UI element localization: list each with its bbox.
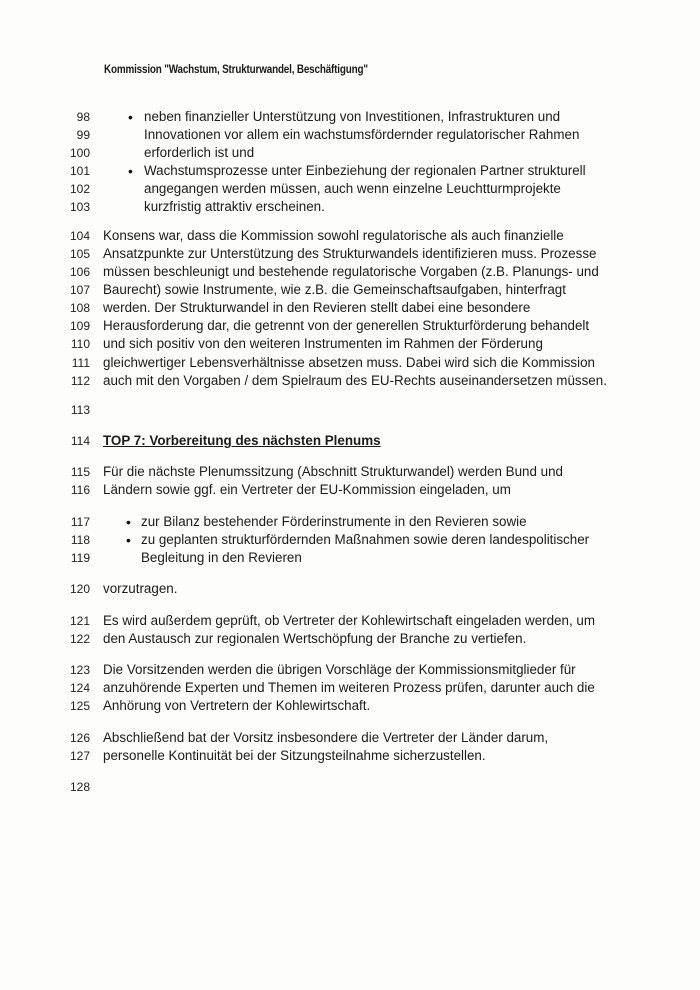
bullet-marker: • bbox=[128, 163, 133, 179]
line-number: 128 bbox=[69, 780, 90, 794]
line-number: 113 bbox=[70, 403, 90, 417]
text-line: Die Vorsitzenden werden die übrigen Vorschläge der Kommissionsmitglieder für bbox=[103, 662, 576, 677]
text-line: Ansatzpunkte zur Unterstützung des Strukturwandels identifizieren muss. Prozesse bbox=[103, 246, 597, 261]
line-number: 110 bbox=[70, 337, 90, 351]
line-number: 107 bbox=[69, 283, 90, 297]
document-header: Kommission "Wachstum, Strukturwandel, Beschäftigung" bbox=[104, 64, 368, 76]
line-number: 119 bbox=[70, 551, 90, 565]
line-number: 112 bbox=[70, 374, 90, 388]
line-number: 99 bbox=[76, 128, 90, 142]
text-line: zu geplanten strukturfördernden Maßnahmen sowie deren landespolitischer bbox=[141, 532, 590, 547]
text-line: Ländern sowie ggf. ein Vertreter der EU-Kommission eingeladen, um bbox=[103, 482, 511, 497]
text-line: erforderlich ist und bbox=[144, 145, 255, 160]
line-number: 125 bbox=[69, 699, 90, 713]
text-line: neben finanzieller Unterstützung von Investitionen, Infrastrukturen und bbox=[144, 109, 561, 124]
text-line: Innovationen vor allem ein wachstumsfördernder regulatorischer Rahmen bbox=[144, 127, 580, 142]
line-number: 111 bbox=[71, 356, 90, 370]
line-number: 100 bbox=[69, 146, 90, 160]
line-number: 122 bbox=[69, 632, 90, 646]
bullet-marker: • bbox=[126, 532, 131, 548]
text-line: Baurecht) sowie Instrumente, wie z.B. die Gemeinschaftsaufgaben, hinterfragt bbox=[103, 282, 566, 297]
text-line: Anhörung von Vertretern der Kohlewirtschaft. bbox=[103, 698, 371, 713]
text-line: gleichwertiger Lebensverhältnisse absetzen muss. Dabei wird sich die Kommission bbox=[103, 355, 595, 370]
text-line: Wachstumsprozesse unter Einbeziehung der regionalen Partner strukturell bbox=[144, 163, 586, 178]
line-number: 109 bbox=[69, 319, 90, 333]
line-number: 121 bbox=[69, 614, 90, 628]
line-number: 102 bbox=[69, 182, 90, 196]
section-heading: TOP 7: Vorbereitung des nächsten Plenums bbox=[103, 433, 381, 448]
text-line: angegangen werden müssen, auch wenn einzelne Leuchtturmprojekte bbox=[144, 181, 561, 196]
bullet-marker: • bbox=[128, 109, 133, 125]
text-line: Für die nächste Plenumssitzung (Abschnitt Strukturwandel) werden Bund und bbox=[103, 464, 563, 479]
line-number: 114 bbox=[70, 434, 90, 448]
line-number: 104 bbox=[69, 229, 90, 243]
text-line: zur Bilanz bestehender Förderinstrumente in den Revieren sowie bbox=[141, 514, 527, 529]
text-line: müssen beschleunigt und bestehende regulatorische Vorgaben (z.B. Planungs- und bbox=[103, 264, 599, 279]
line-number: 118 bbox=[70, 533, 90, 547]
text-line: personelle Kontinuität bei der Sitzungsteilnahme sicherzustellen. bbox=[103, 748, 486, 763]
line-number: 115 bbox=[70, 465, 90, 479]
text-line: werden. Der Strukturwandel in den Revieren stellt dabei eine besondere bbox=[103, 300, 531, 315]
text-line: Abschließend bat der Vorsitz insbesondere die Vertreter der Länder darum, bbox=[103, 730, 549, 745]
line-number: 127 bbox=[69, 749, 90, 763]
line-number: 124 bbox=[69, 681, 90, 695]
text-line: vorzutragen. bbox=[103, 581, 178, 596]
text-line: anzuhörende Experten und Themen im weiteren Prozess prüfen, darunter auch die bbox=[103, 680, 595, 695]
text-line: Begleitung in den Revieren bbox=[141, 550, 302, 565]
text-line: und sich positiv von den weiteren Instrumenten im Rahmen der Förderung bbox=[103, 336, 543, 351]
line-number: 106 bbox=[69, 265, 90, 279]
line-number: 120 bbox=[69, 582, 90, 596]
text-line: kurzfristig attraktiv erscheinen. bbox=[144, 199, 325, 214]
line-number: 98 bbox=[76, 110, 90, 124]
line-number: 123 bbox=[69, 663, 90, 677]
text-line: Es wird außerdem geprüft, ob Vertreter der Kohlewirtschaft eingeladen werden, um bbox=[103, 613, 595, 628]
line-number: 105 bbox=[69, 247, 90, 261]
line-number: 116 bbox=[70, 483, 90, 497]
line-number: 103 bbox=[69, 200, 90, 214]
line-number: 126 bbox=[69, 731, 90, 745]
bullet-marker: • bbox=[126, 514, 131, 530]
text-line: Herausforderung dar, die getrennt von der generellen Strukturförderung behandelt bbox=[103, 318, 590, 333]
text-line: den Austausch zur regionalen Wertschöpfung der Branche zu vertiefen. bbox=[103, 631, 527, 646]
text-line: Konsens war, dass die Kommission sowohl regulatorische als auch finanzielle bbox=[103, 228, 564, 243]
line-number: 101 bbox=[69, 164, 90, 178]
line-number: 108 bbox=[69, 301, 90, 315]
line-number: 117 bbox=[70, 515, 90, 529]
text-line: auch mit den Vorgaben / dem Spielraum des EU-Rechts auseinandersetzen müssen. bbox=[103, 373, 607, 388]
